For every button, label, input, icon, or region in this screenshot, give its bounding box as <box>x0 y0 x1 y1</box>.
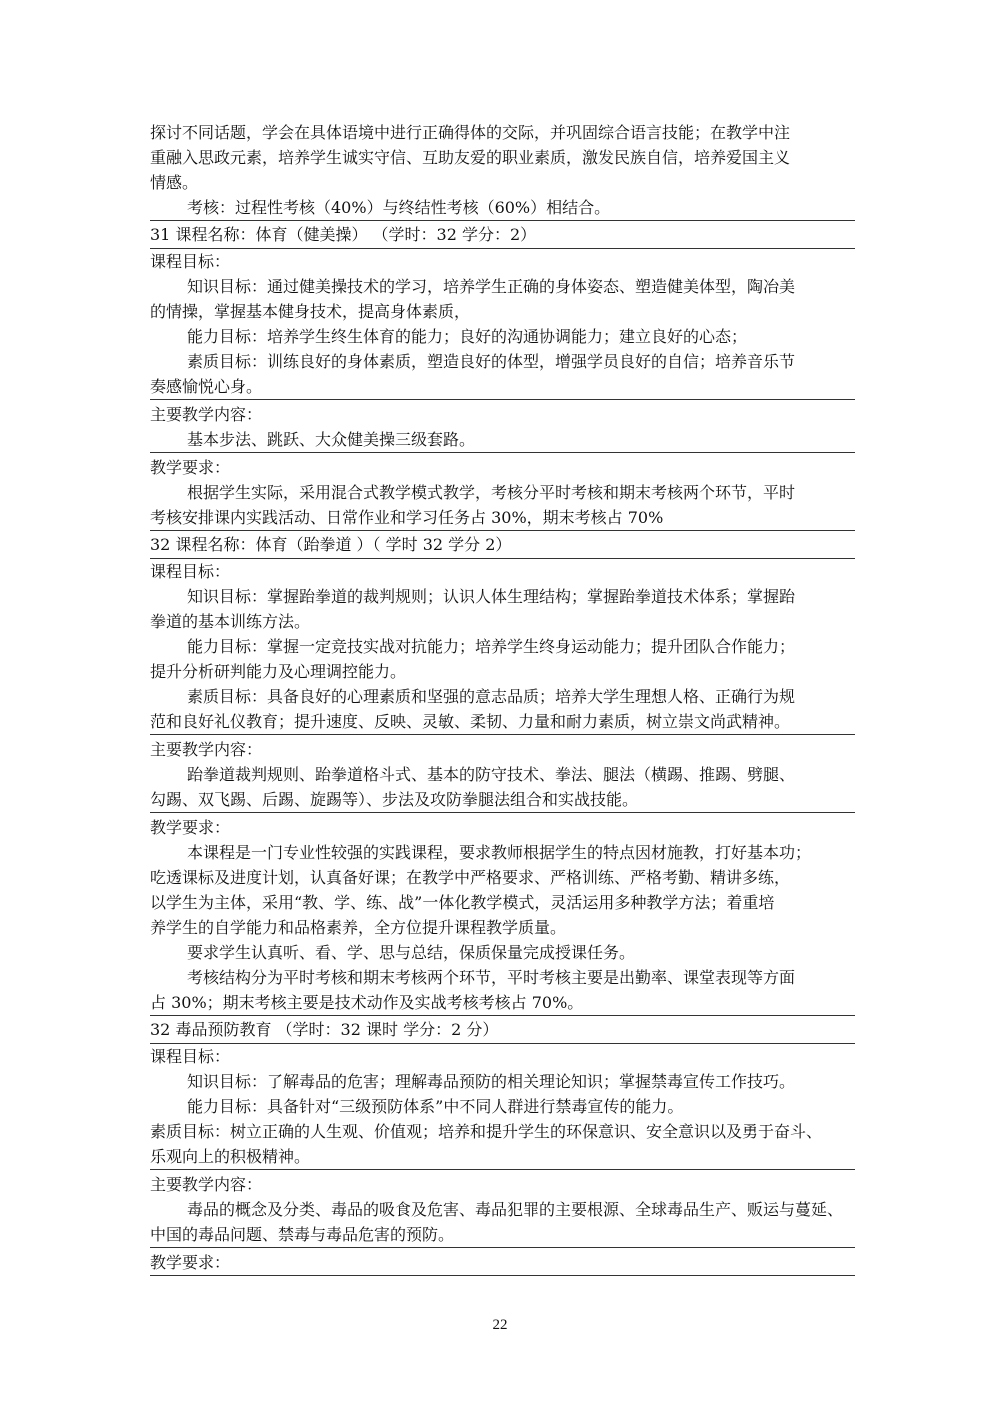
page-content <box>150 120 855 1276</box>
assessment-line: 考核：过程性考核（40%）与终结性考核（60%）相结合。 <box>187 198 611 217</box>
section-label: 课程目标： <box>150 252 231 271</box>
text-line: 知识目标：掌握跆拳道的裁判规则；认识人体生理结构；掌握跆拳道技术体系；掌握跆 <box>187 587 796 606</box>
text-line: 重融入思政元素，培养学生诚实守信、互助友爱的职业素质，激发民族自信，培养爱国主义 <box>150 148 791 167</box>
section-label: 主要教学内容： <box>150 1175 263 1194</box>
text-line: 知识目标：了解毒品的危害；理解毒品预防的相关理论知识；掌握禁毒宣传工作技巧。 <box>187 1072 796 1091</box>
text-line: 奏感愉悦心身。 <box>150 377 263 396</box>
text-line: 考核结构分为平时考核和期末考核两个环节，平时考核主要是出勤率、课堂表现等方面 <box>187 968 796 987</box>
text-line: 探讨不同话题，学会在具体语境中进行正确得体的交际，并巩固综合语言技能；在教学中注 <box>150 123 791 142</box>
text-line: 提升分析研判能力及心理调控能力。 <box>150 662 407 681</box>
section-label: 教学要求： <box>150 818 231 837</box>
text-line: 要求学生认真听、看、学、思与总结，保质保量完成授课任务。 <box>187 943 636 962</box>
text-line: 中国的毒品问题、禁毒与毒品危害的预防。 <box>150 1225 455 1244</box>
text-line: 素质目标：具备良好的心理素质和坚强的意志品质；培养大学生理想人格、正确行为规 <box>187 687 796 706</box>
section-label: 课程目标： <box>150 1047 231 1066</box>
text-line: 养学生的自学能力和品格素养，全方位提升课程教学质量。 <box>150 918 567 937</box>
text-line: 的情操，掌握基本健身技术，提高身体素质， <box>150 302 471 321</box>
text-line: 范和良好礼仪教育；提升速度、反映、灵敏、柔韧、力量和耐力素质，树立崇文尚武精神。 <box>150 712 791 731</box>
course-title: 31 课程名称：体育（健美操） （学时：32 学分：2） <box>150 222 855 249</box>
text-line: 毒品的概念及分类、毒品的吸食及危害、毒品犯罪的主要根源、全球毒品生产、贩运与蔓延、 <box>187 1200 844 1219</box>
text-line: 情感。 <box>150 173 199 192</box>
section-label: 课程目标： <box>150 562 231 581</box>
text-line: 跆拳道裁判规则、跆拳道格斗式、基本的防守技术、拳法、腿法（横踢、推踢、劈腿、 <box>187 765 796 784</box>
text-line: 基本步法、跳跃、大众健美操三级套路。 <box>187 430 476 449</box>
text-line: 拳道的基本训练方法。 <box>150 612 311 631</box>
section-label: 主要教学内容： <box>150 405 263 424</box>
course-title: 32 毒品预防教育 （学时：32 课时 学分：2 分） <box>150 1017 855 1044</box>
text-line: 以学生为主体，采用“教、学、练、战”一体化教学模式，灵活运用多种教学方法；着重培 <box>150 893 775 912</box>
text-line: 根据学生实际，采用混合式教学模式教学，考核分平时考核和期末考核两个环节，平时 <box>187 483 796 502</box>
text-line: 占 30%；期末考核主要是技术动作及实战考核考核占 70%。 <box>150 993 584 1012</box>
text-line: 乐观向上的积极精神。 <box>150 1147 311 1166</box>
section-label: 教学要求： <box>150 1253 231 1272</box>
text-line: 能力目标：培养学生终生体育的能力；良好的沟通协调能力；建立良好的心态； <box>187 327 748 346</box>
text-line: 能力目标：具备针对“三级预防体系”中不同人群进行禁毒宣传的能力。 <box>187 1097 684 1116</box>
text-line: 本课程是一门专业性较强的实践课程，要求教师根据学生的特点因材施教，打好基本功； <box>187 843 812 862</box>
text-line: 素质目标：树立正确的人生观、价值观；培养和提升学生的环保意识、安全意识以及勇于奋斗、 <box>150 1122 823 1141</box>
course-title: 32 课程名称：体育（跆拳道 ）（ 学时 32 学分 2） <box>150 532 855 559</box>
text-line: 吃透课标及进度计划，认真备好课；在教学中严格要求、严格训练、严格考勤、精讲多练， <box>150 868 791 887</box>
text-line: 能力目标：掌握一定竞技实战对抗能力；培养学生终身运动能力；提升团队合作能力； <box>187 637 796 656</box>
text-line: 知识目标：通过健美操技术的学习，培养学生正确的身体姿态、塑造健美体型，陶冶美 <box>187 277 796 296</box>
text-line: 勾踢、双飞踢、后踢、旋踢等）、步法及攻防拳腿法组合和实战技能。 <box>150 790 639 809</box>
section-label: 主要教学内容： <box>150 740 263 759</box>
page-number: 22 <box>492 1317 508 1333</box>
text-line: 考核安排课内实践活动、日常作业和学习任务占 30%，期末考核占 70% <box>150 508 664 527</box>
section-label: 教学要求： <box>150 458 231 477</box>
text-line: 素质目标：训练良好的身体素质，塑造良好的体型，增强学员良好的自信；培养音乐节 <box>187 352 796 371</box>
